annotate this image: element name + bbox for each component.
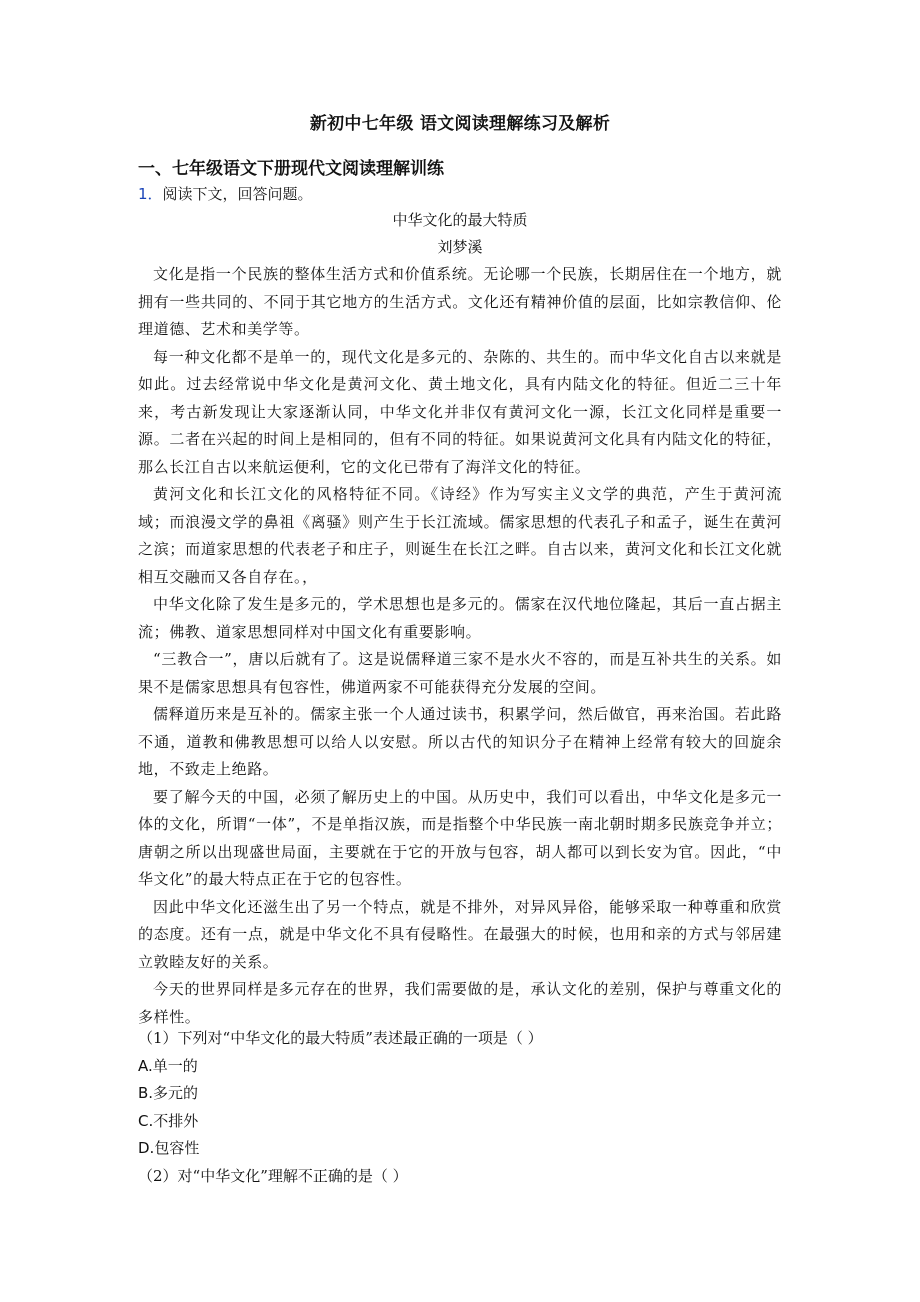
quiz-section	[138, 1025, 782, 1190]
question-1-option-d: D.包容性	[138, 1139, 200, 1157]
article-paragraph-4: 中华文化除了发生是多元的，学术思想也是多元的。儒家在汉代地位隆起，其后一直占据主流；佛教、道家思想同样对中国文化有重要影响。	[138, 595, 782, 641]
question-prompt: 阅读下文，回答问题。	[162, 185, 313, 203]
article-paragraph-5: “三教合一”，唐以后就有了。这是说儒释道三家不是水火不容的，而是互补共生的关系。如果不是儒家思想具有包容性，佛道两家不可能获得充分发展的空间。	[138, 650, 782, 696]
article-paragraph-1: 文化是指一个民族的整体生活方式和价值系统。无论哪一个民族，长期居住在一个地方，就拥有一些共同的、不同于其它地方的生活方式。文化还有精神价值的层面，比如宗教信仰、伦理道德、艺术和美学等。	[138, 265, 782, 338]
document-title: 新初中七年级 语文阅读理解练习及解析	[309, 114, 611, 134]
question-intro	[138, 182, 313, 206]
question-1-stem: （1）下列对“中华文化的最大特质”表述最正确的一项是（ ）	[138, 1029, 543, 1047]
question-2-stem: （2）对“中华文化”理解不正确的是（ ）	[138, 1166, 408, 1185]
article-paragraph-3: 黄河文化和长江文化的风格特征不同。《诗经》作为写实主义文学的典范，产生于黄河流域；而浪漫文学的鼻祖《离骚》则产生于长江流域。儒家思想的代表孔子和孟子，诞生在黄河之滨；而道家思想的代表老子和庄子，则诞生在长江之畔。自古以来，黄河文化和长江文化就相互交融而又各自存在。，	[138, 485, 782, 586]
article-paragraph-7: 要了解今天的中国，必须了解历史上的中国。从历史中，我们可以看出，中华文化是多元一体的文化，所谓“一体”，不是单指汉族，而是指整个中华民族一南北朝时期多民族竞争并立；唐朝之所以出现盛世局面，主要就在于它的开放与包容，胡人都可以到长安为官。因此，“中华文化”的最大特点正在于它的包容性。	[138, 787, 782, 888]
article-paragraph-8: 因此中华文化还滋生出了另一个特点，就是不排外，对异风异俗，能够采取一种尊重和欣赏的态度。还有一点，就是中华文化不具有侵略性。在最强大的时候，也用和亲的方式与邻居建立敦睦友好的关系。	[138, 897, 782, 971]
article-title: 中华文化的最大特质	[392, 211, 528, 229]
section-heading: 一、七年级语文下册现代文阅读理解训练	[138, 159, 444, 179]
article-paragraph-6: 儒释道历来是互补的。儒家主张一个人通过读书，积累学问，然后做官，再来治国。若此路不通，道教和佛教思想可以给人以安慰。所以古代的知识分子在精神上经常有较大的回旋余地，不致走上绝路。	[138, 705, 782, 778]
question-1-option-c: C.不排外	[138, 1111, 199, 1130]
article-author: 刘梦溪	[437, 238, 483, 256]
question-number: 1．	[138, 185, 163, 203]
question-1-option-a: A.单一的	[138, 1056, 198, 1075]
article-paragraph-9: 今天的世界同样是多元存在的世界，我们需要做的是，承认文化的差别，保护与尊重文化的多样性。	[138, 980, 782, 1026]
question-1-option-b: B.多元的	[138, 1084, 199, 1102]
article-paragraph-2: 每一种文化都不是单一的，现代文化是多元的、杂陈的、共生的。而中华文化自古以来就是如此。过去经常说中华文化是黄河文化、黄土地文化，具有内陆文化的特征。但近二三十年来，考古新发现让大家逐渐认同，中华文化并非仅有黄河文化一源，长江文化同样是重要一源。二者在兴起的时间上是相同的，但有不同的特征。如果说黄河文化具有内陆文化的特征，那么长江自古以来航运便利，它的文化已带有了海洋文化的特征。	[138, 347, 782, 476]
article-body	[138, 261, 782, 1031]
